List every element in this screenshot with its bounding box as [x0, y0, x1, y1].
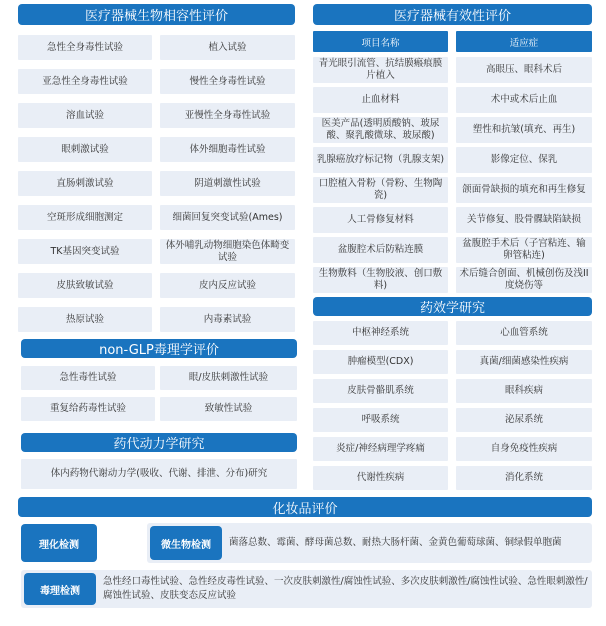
efficacy-cell: 青光眼引流管、抗结膜瘢痕膜片植入 — [313, 57, 448, 83]
pharma-cell: 肿瘤模型(CDX) — [313, 350, 448, 374]
biocompat-cell: TK基因突变试验 — [18, 239, 152, 264]
nonglp-cell: 眼/皮肤刺激性试验 — [160, 366, 297, 390]
efficacy-cell: 口腔植入骨粉（骨粉、生物陶瓷) — [313, 177, 448, 203]
efficacy-col-indication: 适应症 — [456, 31, 592, 52]
biocompat-cell: 细菌回复突变试验(Ames) — [160, 205, 295, 230]
biocompat-cell: 皮肤致敏试验 — [18, 273, 152, 298]
biocompat-cell: 直肠刺激试验 — [18, 171, 152, 196]
nonglp-cell: 急性毒性试验 — [21, 366, 155, 390]
efficacy-cell: 塑性和抗皱(填充、再生) — [456, 117, 592, 143]
biocompat-cell: 内毒素试验 — [160, 307, 295, 332]
efficacy-cell: 盆腹腔手术后（子宫粘连、输卵管粘连) — [456, 237, 592, 263]
pharma-cell: 真菌/细菌感染性疾病 — [456, 350, 592, 374]
pharma-cell: 炎症/神经病理学疼痛 — [313, 437, 448, 461]
efficacy-cell: 医美产品(透明质酸钠、玻尿酸、聚乳酸微球、玻尿酸) — [313, 117, 448, 143]
nonglp-cell: 重复给药毒性试验 — [21, 397, 155, 421]
efficacy-cell: 人工骨修复材料 — [313, 207, 448, 233]
micro-text: 菌落总数、霉菌、酵母菌总数、耐热大肠杆菌、金黄色葡萄球菌、铜绿假单胞菌 — [229, 537, 562, 548]
pharma-cell: 眼科疾病 — [456, 379, 592, 403]
biocompat-cell: 热原试验 — [18, 307, 152, 332]
pharma-title: 药效学研究 — [313, 297, 592, 316]
biocompat-cell: 溶血试验 — [18, 103, 152, 128]
biocompat-cell: 皮内反应试验 — [160, 273, 295, 298]
biocompat-cell: 植入试验 — [160, 35, 295, 60]
pharma-cell: 自身免疫性疾病 — [456, 437, 592, 461]
pk-title: 药代动力学研究 — [21, 433, 297, 452]
biocompat-title: 医疗器械生物相容性评价 — [18, 4, 295, 25]
nonglp-title: non-GLP毒理学评价 — [21, 339, 297, 358]
biocompat-cell: 空斑形成细胞测定 — [18, 205, 152, 230]
biocompat-cell: 眼刺激试验 — [18, 137, 152, 162]
pharma-cell: 中枢神经系统 — [313, 321, 448, 345]
pk-item: 体内药物代谢动力学(吸收、代谢、排泄、分布)研究 — [21, 459, 297, 489]
efficacy-cell: 乳腺癌放疗标记物（乳腺支架) — [313, 147, 448, 173]
efficacy-cell: 影像定位、保乳 — [456, 147, 592, 173]
biocompat-cell: 急性全身毒性试验 — [18, 35, 152, 60]
pharma-cell: 皮肤骨骼肌系统 — [313, 379, 448, 403]
biocompat-cell: 亚急性全身毒性试验 — [18, 69, 152, 94]
biocompat-cell: 慢性全身毒性试验 — [160, 69, 295, 94]
efficacy-cell: 高眼压、眼科术后 — [456, 57, 592, 83]
efficacy-title: 医疗器械有效性评价 — [313, 4, 592, 25]
efficacy-cell: 关节修复、股骨髁缺陷缺损 — [456, 207, 592, 233]
efficacy-cell: 术中或术后止血 — [456, 87, 592, 113]
efficacy-cell: 术后缝合创面、机械创伤及浅II度烧伤等 — [456, 267, 592, 293]
pharma-cell: 代谢性疾病 — [313, 466, 448, 490]
efficacy-cell: 止血材料 — [313, 87, 448, 113]
biocompat-cell: 阴道刺激性试验 — [160, 171, 295, 196]
pharma-cell: 呼吸系统 — [313, 408, 448, 432]
tox-label: 毒理检测 — [24, 573, 96, 605]
biocompat-cell: 亚慢性全身毒性试验 — [160, 103, 295, 128]
biocompat-cell: 体外哺乳动物细胞染色体畸变试验 — [160, 239, 295, 264]
micro-label: 微生物检测 — [150, 526, 222, 560]
tox-text: 急性经口毒性试验、急性经皮毒性试验、一次皮肤刺激性/腐蚀性试验、多次皮肤刺激性/腐蚀性试验、急性眼刺激性/腐蚀性试验、皮肤变态反应试验 — [103, 576, 588, 601]
pharma-cell: 泌尿系统 — [456, 408, 592, 432]
efficacy-cell: 生物敷料（生物胶液、创口敷料) — [313, 267, 448, 293]
cosmetic-title: 化妆品评价 — [18, 497, 592, 517]
efficacy-cell: 盆腹腔术后防粘连膜 — [313, 237, 448, 263]
efficacy-cell: 颌面骨缺损的填充和再生修复 — [456, 177, 592, 203]
pharma-cell: 心血管系统 — [456, 321, 592, 345]
biocompat-cell: 体外细胞毒性试验 — [160, 137, 295, 162]
physchem-label: 理化检测 — [21, 524, 97, 562]
nonglp-cell: 致敏性试验 — [160, 397, 297, 421]
pharma-cell: 消化系统 — [456, 466, 592, 490]
efficacy-col-item: 项目名称 — [313, 31, 448, 52]
